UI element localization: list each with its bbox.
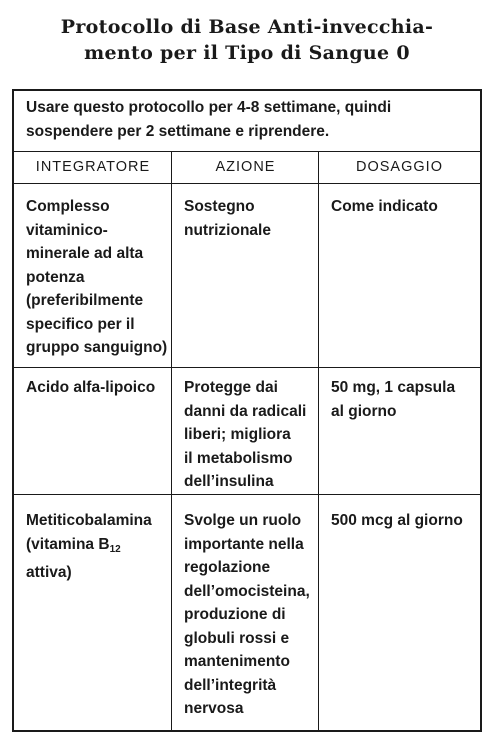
subscript: 12 (109, 543, 121, 555)
table-cell-azione: Protegge dai danni da radicali liberi; migliora il metabolismo dell’insulina (184, 379, 307, 490)
table-cell-integratore: Metiticobalamina (vitamina $B_{12}$ attiva) (26, 512, 152, 581)
protocol-intro (14, 91, 480, 152)
column-header-azione: AZIONE (215, 159, 276, 175)
title-line-2: mento per il Tipo di Sangue 0 (84, 42, 410, 64)
intro-line-2: sospendere per 2 settimane e riprendere. (26, 123, 330, 140)
table-cell-dosaggio: Come indicato (331, 198, 438, 215)
row-divider (14, 494, 480, 495)
title-line-1: Protocollo di Base Anti-invecchia- (60, 16, 434, 38)
row-divider (14, 367, 480, 368)
table-cell-integratore: Acido alfa-lipoico (26, 379, 156, 396)
table-cell-dosaggio: 50 mg, 1 capsula al giorno (331, 379, 456, 420)
table-header-row (14, 152, 480, 184)
table-cell-azione: Sostegno nutrizionale (184, 198, 271, 239)
column-header-dosaggio: DOSAGGIO (356, 159, 443, 175)
protocol-table (12, 89, 482, 732)
table-cell-integratore: Complesso vitaminico- minerale ad alta potenza (preferibilmente specifico per il gruppo sanguigno) (26, 198, 168, 356)
table-cell-dosaggio: 500 mcg al giorno (331, 512, 463, 529)
intro-line-1: Usare questo protocollo per 4-8 settimane, quindi (26, 99, 392, 116)
column-header-integratore: INTEGRATORE (35, 159, 151, 175)
column-divider (318, 152, 319, 730)
page-title (0, 14, 494, 66)
table-cell-azione: Svolge un ruolo importante nella regolazione dell’omocisteina, produzione di globuli rossi e mantenimento dell’integrità nervosa (184, 512, 310, 717)
